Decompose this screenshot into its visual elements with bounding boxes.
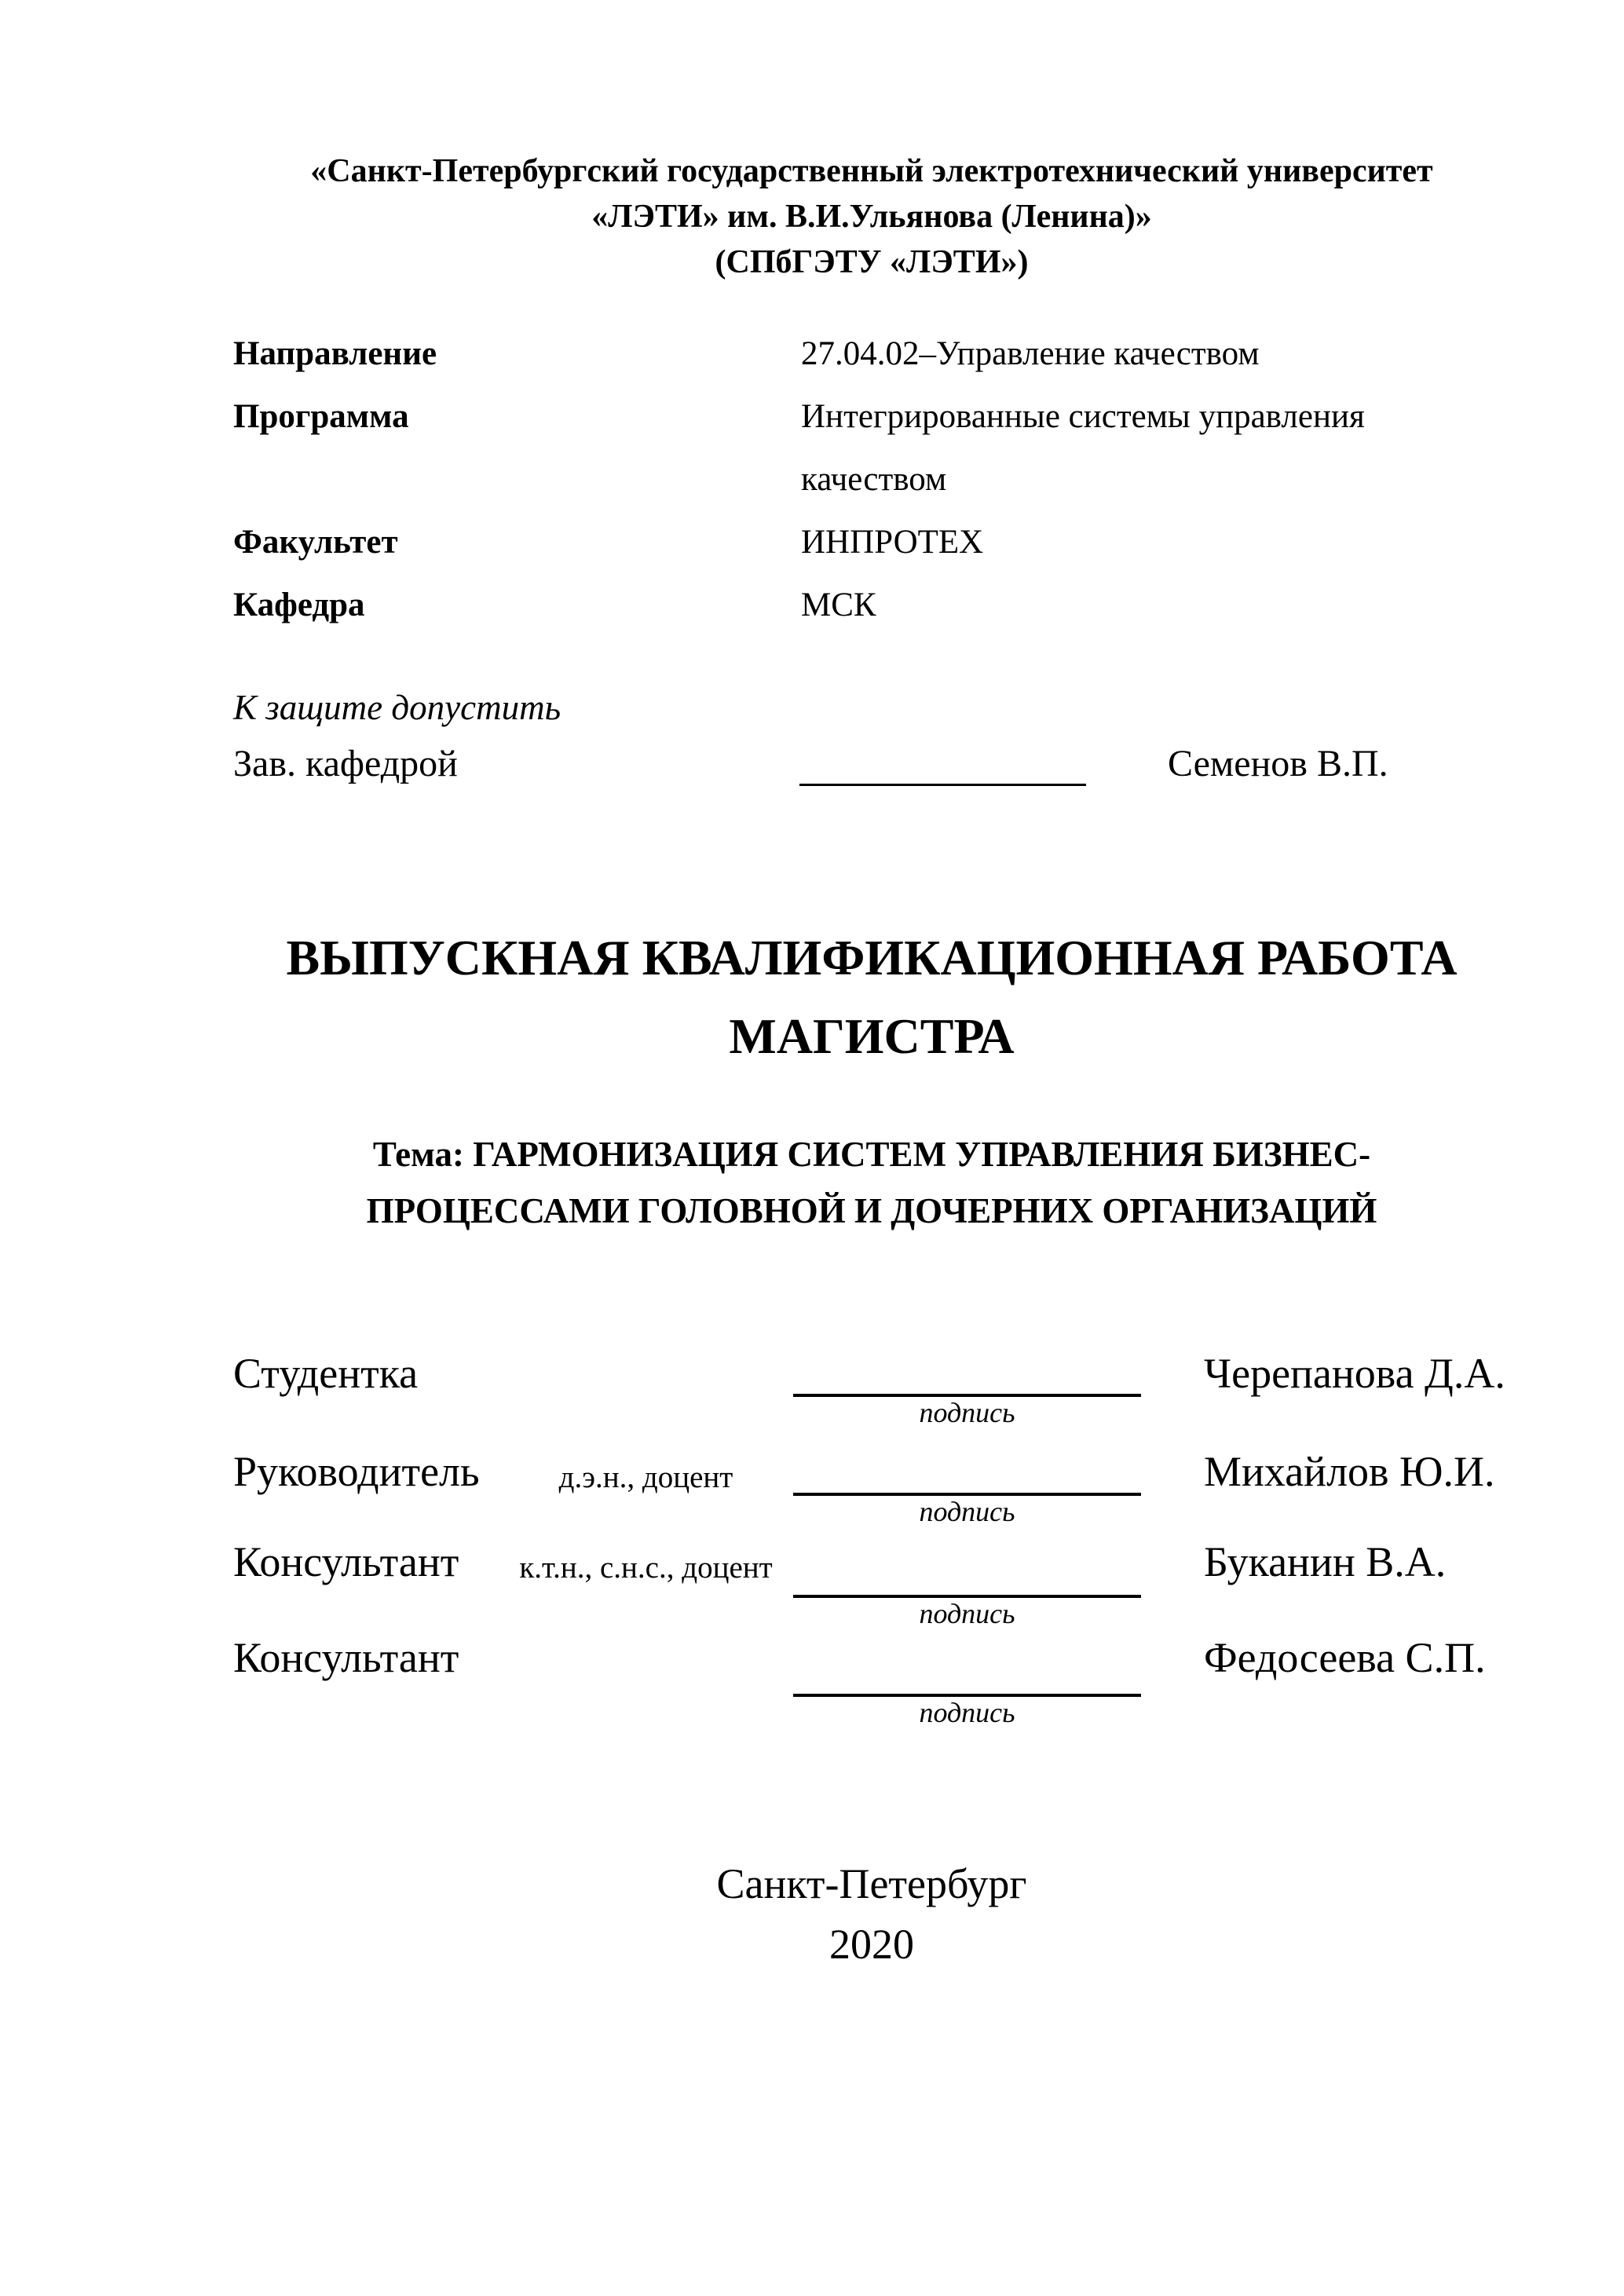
signature-caption: подпись xyxy=(919,1397,1015,1428)
direction-label: Направление xyxy=(233,335,437,372)
program-label: Программа xyxy=(233,398,409,435)
university-header-line3: (СПбГЭТУ «ЛЭТИ») xyxy=(715,244,1029,280)
thesis-theme xyxy=(232,1126,1512,1239)
signature-line xyxy=(793,1493,1141,1526)
signature-role: Консультант xyxy=(233,1538,459,1585)
signature-role: Руководитель xyxy=(233,1448,480,1495)
signature-caption: подпись xyxy=(919,1697,1015,1728)
field-row-faculty xyxy=(233,511,1513,574)
head-of-department-label: Зав. кафедрой xyxy=(233,743,458,784)
admission-note: К защите допустить xyxy=(233,688,561,727)
signature-qualification: к.т.н., с.н.с., доцент xyxy=(519,1551,773,1585)
signature-role: Консультант xyxy=(233,1634,459,1681)
signature-row-consultant-1 xyxy=(233,1538,1513,1643)
thesis-theme-line1: Тема: ГАРМОНИЗАЦИЯ СИСТЕМ УПРАВЛЕНИЯ БИЗНЕС- xyxy=(372,1135,1371,1174)
department-value: МСК xyxy=(801,587,876,623)
head-signature-line xyxy=(799,784,1086,786)
signature-row-student xyxy=(233,1352,1513,1454)
direction-value: 27.04.02–Управление качеством xyxy=(801,335,1260,372)
faculty-value: ИНПРОТЕХ xyxy=(801,524,984,561)
signature-name: Черепанова Д.А. xyxy=(1204,1350,1505,1397)
footer-city: Санкт-Петербург xyxy=(716,1860,1027,1907)
university-header-line1: «Санкт-Петербургский государственный электротехнический университет xyxy=(310,153,1433,189)
footer xyxy=(232,1854,1512,1975)
page-title xyxy=(232,919,1512,1076)
program-value-line2: качеством xyxy=(801,461,947,498)
signature-line xyxy=(793,1694,1141,1727)
signature-row-supervisor xyxy=(233,1450,1513,1552)
signature-line xyxy=(793,1394,1141,1427)
department-label: Кафедра xyxy=(233,587,365,623)
footer-year: 2020 xyxy=(829,1921,914,1968)
signature-name: Буканин В.А. xyxy=(1204,1538,1447,1585)
head-of-department-name: Семенов В.П. xyxy=(1168,743,1388,784)
university-header xyxy=(232,148,1512,285)
signature-role: Студентка xyxy=(233,1350,419,1397)
field-row-direction xyxy=(233,323,1513,386)
signature-caption: подпись xyxy=(919,1496,1015,1527)
field-row-program-continuation xyxy=(233,448,1513,511)
signature-name: Федосеева С.П. xyxy=(1204,1634,1486,1681)
signature-row-consultant-2 xyxy=(233,1636,1513,1738)
field-row-program xyxy=(233,386,1513,448)
thesis-title-line2: МАГИСТРА xyxy=(729,1008,1015,1064)
faculty-label: Факультет xyxy=(233,524,398,561)
thesis-theme-line2: ПРОЦЕССАМИ ГОЛОВНОЙ И ДОЧЕРНИХ ОРГАНИЗАЦИЙ xyxy=(366,1191,1377,1230)
university-header-line2: «ЛЭТИ» им. В.И.Ульянова (Ленина)» xyxy=(591,199,1152,235)
thesis-title-line1: ВЫПУСКНАЯ КВАЛИФИКАЦИОННАЯ РАБОТА xyxy=(286,930,1458,985)
program-value-line1: Интегрированные системы управления xyxy=(801,398,1365,435)
signature-line xyxy=(793,1595,1141,1628)
field-row-department xyxy=(233,574,1513,637)
signature-caption: подпись xyxy=(919,1598,1015,1629)
signature-name: Михайлов Ю.И. xyxy=(1204,1448,1495,1495)
fields-block xyxy=(233,323,1513,637)
signature-qualification: д.э.н., доцент xyxy=(558,1461,733,1494)
